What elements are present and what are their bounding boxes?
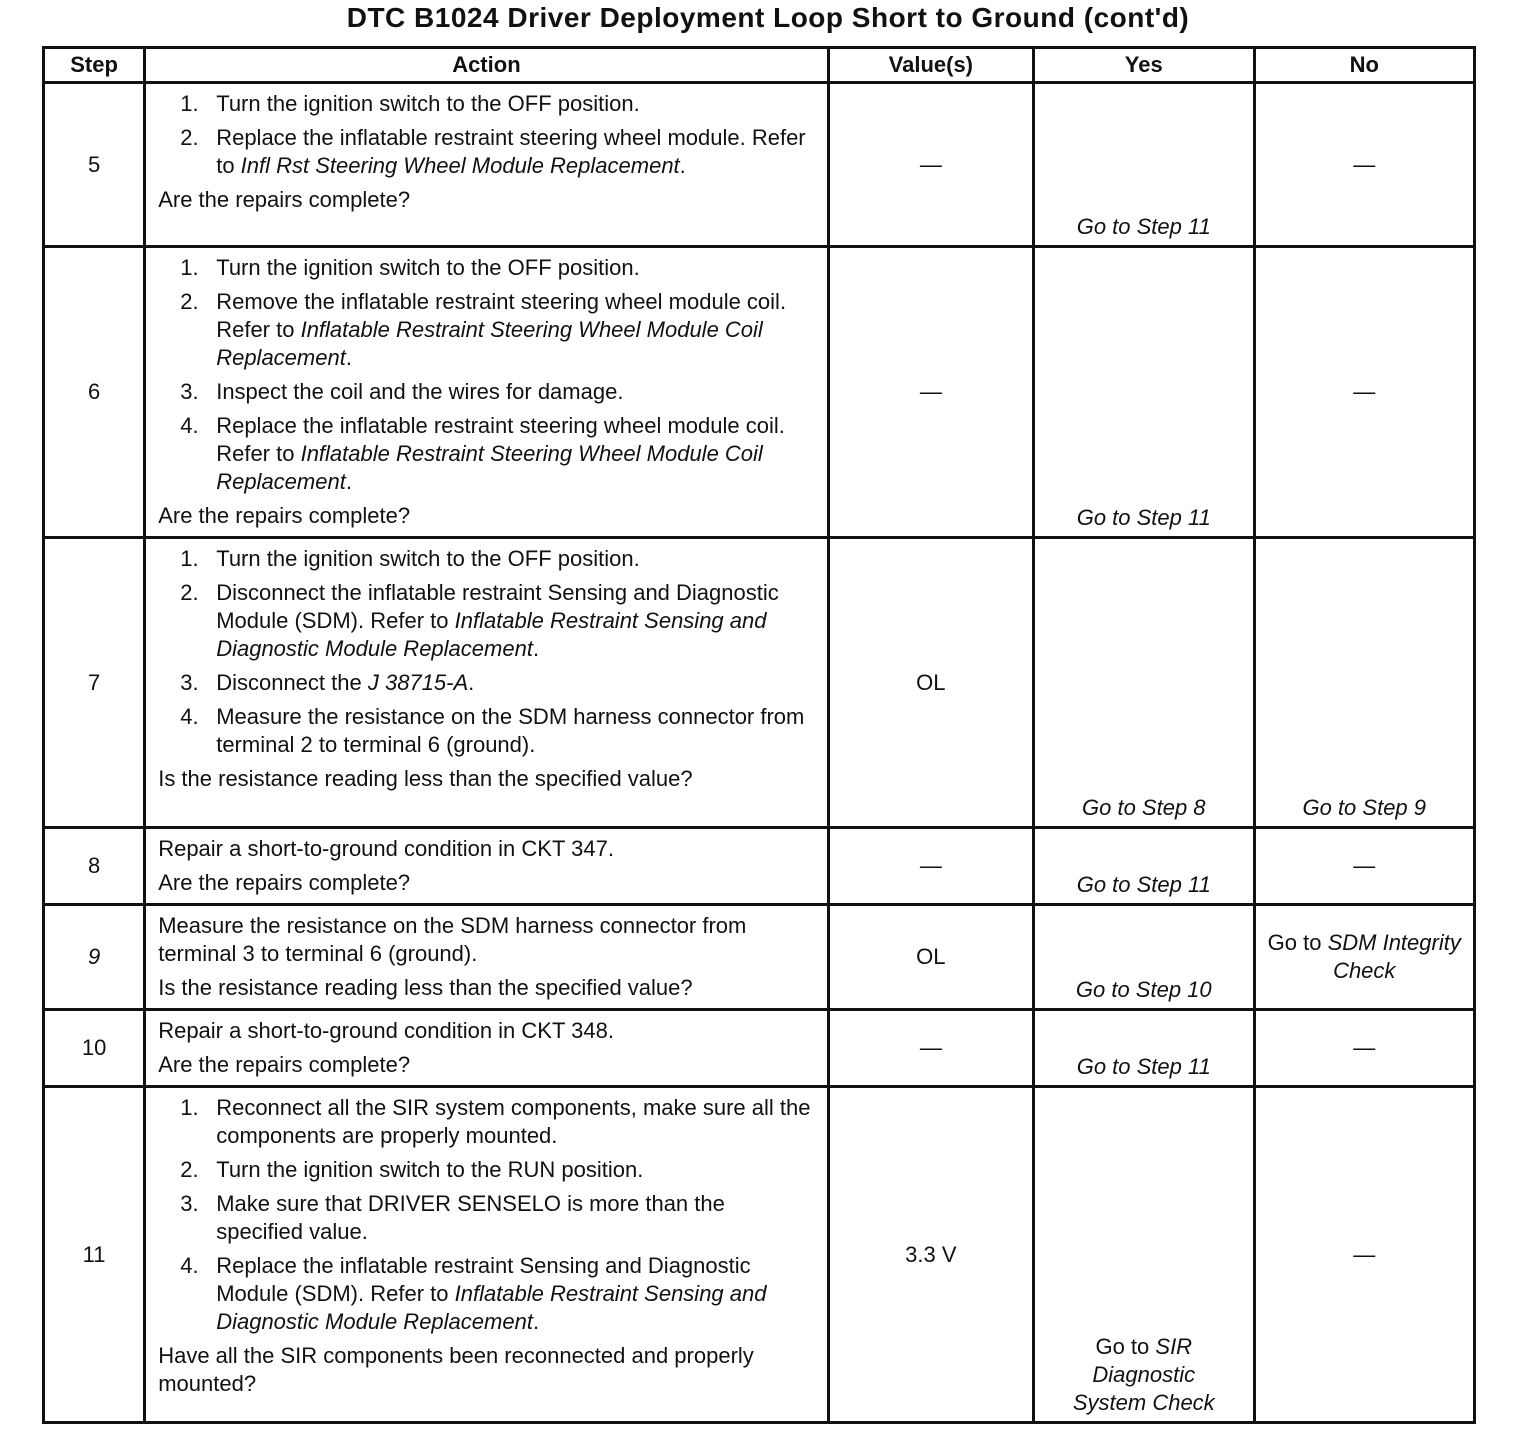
question-text: Have all the SIR components been reconnected and properly mounted? [158,1343,754,1396]
step-number: 7 [44,538,145,828]
tool-reference: J 38715-A [367,670,469,695]
action-item: 3. Inspect the coil and the wires for damage. [180,379,624,404]
yes-outcome: Go to Step 11 [1076,872,1211,897]
action-item: 2. Disconnect the inflatable restraint Sensing and Diagnostic Module (SDM). Refer to Inflatable Restraint Sensing and Diagnostic Module Replacement. [180,580,779,661]
action-item: 4. Replace the inflatable restraint steering wheel module coil. Refer to Inflatable Restraint Steering Wheel Module Coil Replacement. [180,413,785,494]
action-text: Measure the resistance on the SDM harness connector from terminal 3 to terminal 6 (ground). [158,913,747,966]
no-cell: — [1254,247,1475,538]
header-values: Value(s) [828,48,1033,83]
procedure-reference: Inflatable Restraint Sensing and Diagnostic Module Replacement [216,608,767,661]
step-number: 10 [44,1010,145,1087]
yes-outcome: Go to Step 10 [1075,977,1212,1002]
action-item: 3. Make sure that DRIVER SENSELO is more than the specified value. [180,1191,725,1244]
action-item: 1. Turn the ignition switch to the OFF position. [180,546,640,571]
yes-cell [1034,83,1254,247]
table-row [44,905,1475,1010]
header-yes: Yes [1034,48,1254,83]
value-cell: — [828,247,1033,538]
step-number: 5 [44,83,145,247]
procedure-reference: SDM Integrity Check [1327,930,1461,983]
table-row [44,1010,1475,1087]
action-cell [145,83,828,247]
yes-cell [1034,905,1254,1010]
table-row [44,538,1475,828]
action-cell [145,247,828,538]
value-cell: — [828,828,1033,905]
value-cell: — [828,83,1033,247]
procedure-reference: Inflatable Restraint Sensing and Diagnostic Module Replacement [216,1281,767,1334]
yes-cell [1034,1010,1254,1087]
value-cell: — [828,1010,1033,1087]
yes-cell [1034,538,1254,828]
question-text: Is the resistance reading less than the specified value? [158,766,693,791]
action-item: 2. Replace the inflatable restraint steering wheel module. Refer to Infl Rst Steering Wheel Module Replacement. [180,125,806,178]
table-row [44,247,1475,538]
question-text: Is the resistance reading less than the specified value? [158,975,693,1000]
action-cell [145,538,828,828]
page-title: DTC B1024 Driver Deployment Loop Short to Ground (cont'd) [346,2,1190,33]
yes-outcome: Go to Step 11 [1076,1054,1211,1079]
step-number: 11 [44,1087,145,1423]
step-number: 8 [44,828,145,905]
action-cell [145,828,828,905]
value-cell: 3.3 V [828,1087,1033,1423]
value-cell: OL [828,538,1033,828]
yes-cell [1034,247,1254,538]
action-cell [145,905,828,1010]
table-row [44,828,1475,905]
yes-outcome: Go to Step 11 [1076,505,1211,530]
action-cell [145,1010,828,1087]
action-item: 4. Replace the inflatable restraint Sensing and Diagnostic Module (SDM). Refer to Inflatable Restraint Sensing and Diagnostic Module Replacement. [180,1253,767,1334]
procedure-reference: SIR Diagnostic System Check [1072,1334,1215,1415]
action-item: 2. Remove the inflatable restraint steering wheel module coil. Refer to Inflatable Restraint Steering Wheel Module Coil Replacement. [180,289,787,370]
step-number: 9 [44,905,145,1010]
action-cell [145,1087,828,1423]
action-item: 2. Turn the ignition switch to the RUN position. [180,1157,644,1182]
no-cell: — [1254,828,1475,905]
value-cell: OL [828,905,1033,1010]
step-number: 6 [44,247,145,538]
yes-outcome: Go to Step 8 [1082,795,1206,820]
diagnostic-table [42,46,1476,1424]
action-item: 1. Turn the ignition switch to the OFF position. [180,91,640,116]
question-text: Are the repairs complete? [158,870,411,895]
procedure-reference: Inflatable Restraint Steering Wheel Module Coil Replacement [216,317,763,370]
action-item: 4. Measure the resistance on the SDM harness connector from terminal 2 to terminal 6 (ground). [180,704,805,757]
no-cell: — [1254,1010,1475,1087]
action-text: Repair a short-to-ground condition in CKT 348. [158,1018,614,1043]
action-item: 1. Reconnect all the SIR system components, make sure all the components are properly mounted. [180,1095,811,1148]
table-row [44,1087,1475,1423]
yes-cell [1034,828,1254,905]
no-outcome: Go to Step 9 [1302,795,1427,820]
action-item: 1. Turn the ignition switch to the OFF position. [180,255,640,280]
action-text: Repair a short-to-ground condition in CKT 347. [158,836,614,861]
question-text: Are the repairs complete? [158,503,411,528]
header-no: No [1254,48,1475,83]
header-step: Step [44,48,145,83]
table-row [44,83,1475,247]
yes-cell: Go to SIR Diagnostic System Check [1034,1087,1254,1423]
no-cell: Go to SDM Integrity Check [1254,905,1475,1010]
no-cell: — [1254,83,1475,247]
no-cell: — [1254,1087,1475,1423]
no-cell [1254,538,1475,828]
procedure-reference: Infl Rst Steering Wheel Module Replacement [240,153,680,178]
table-header-row [44,48,1475,83]
procedure-reference: Inflatable Restraint Steering Wheel Module Coil Replacement [216,441,763,494]
question-text: Are the repairs complete? [158,187,411,212]
question-text: Are the repairs complete? [158,1052,411,1077]
yes-outcome: Go to Step 11 [1076,214,1211,239]
header-action: Action [145,48,828,83]
action-item: 3. Disconnect the J 38715-A. [180,670,475,695]
